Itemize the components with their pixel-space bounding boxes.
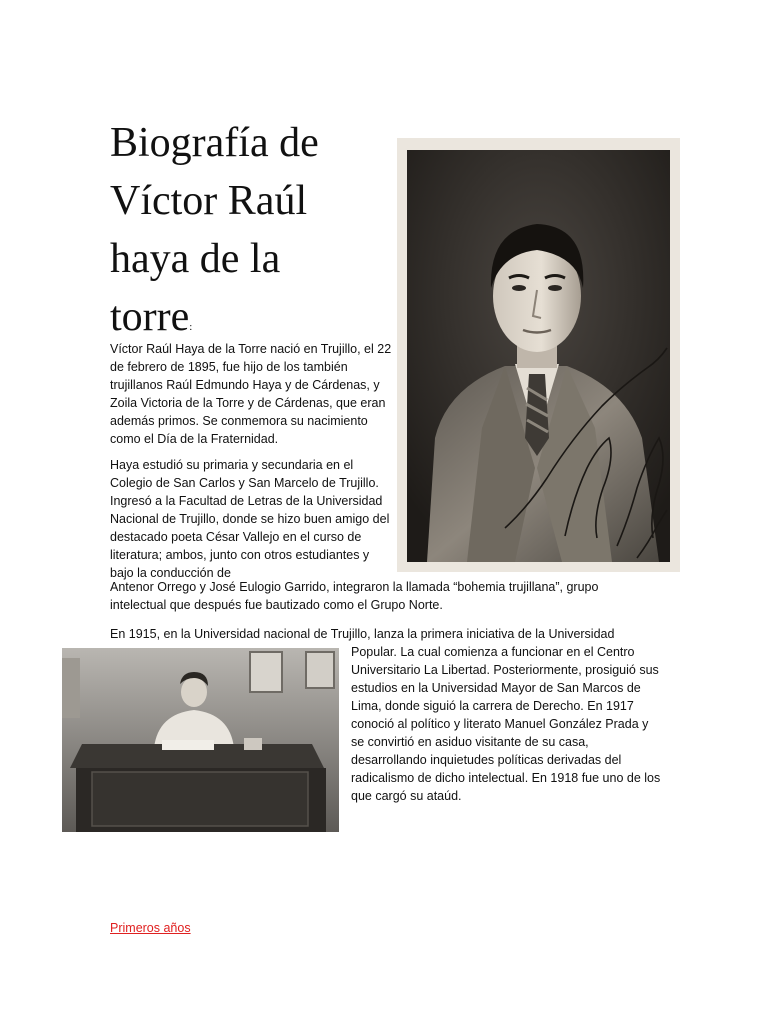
title-line-3: haya de la [110,236,281,282]
paragraph-birth: Víctor Raúl Haya de la Torre nació en Trujillo, el 22 de febrero de 1895, fue hijo de los también trujillanos Raúl Edmundo Haya y de Cárdenas, y Zoila Victoria de la Torre y de Cárdenas, que eran además primos. Se conmemora su nacimiento como el Día de la Fraternidad. [110,342,392,446]
paragraph-university: Popular. La cual comienza a funcionar en el Centro Universitario La Libertad. Posteriormente, prosiguió sus estudios en la Universidad Mayor de San Marcos de Lima, donde siguió la carrera de Derecho. En 1917 conoció al político y literato Manuel González Prada y se convirtió en asiduo visitante de su casa, desarrollando inquietudes políticas derivadas del radicalismo de dicho intelectual. En 1918 fue uno de los que cargó su ataúd. [351,645,661,803]
desk-photo [62,648,339,832]
title-colon: : [189,321,193,333]
paragraph-university-intro: En 1915, en la Universidad nacional de Trujillo, lanza la primera iniciativa de la Universidad [110,627,615,641]
portrait-photo [397,138,680,572]
paragraph-education-continued: Antenor Orrego y José Eulogio Garrido, integraron la llamada “bohemia trujillana”, grupo intelectual que después fue bautizado como el Grupo Norte. [110,580,599,612]
primeros-anos-link[interactable]: Primeros años [110,921,191,935]
title-line-1: Biografía de [110,120,319,166]
paragraph-education: Haya estudió su primaria y secundaria en el Colegio de San Carlos y San Marcelo de Trujillo. Ingresó a la Facultad de Letras de la Universidad Nacional de Trujillo, donde se hizo buen amigo del destacado poeta César Vallejo en el curso de literatura; ambos, junto con otros estudiantes y bajo la conducción de [110,458,390,580]
title-line-4: torre [110,294,190,340]
portrait-photo-image [397,138,680,572]
title-line-2: Víctor Raúl [110,178,308,224]
page-title [110,114,400,356]
desk-photo-image [62,648,339,832]
